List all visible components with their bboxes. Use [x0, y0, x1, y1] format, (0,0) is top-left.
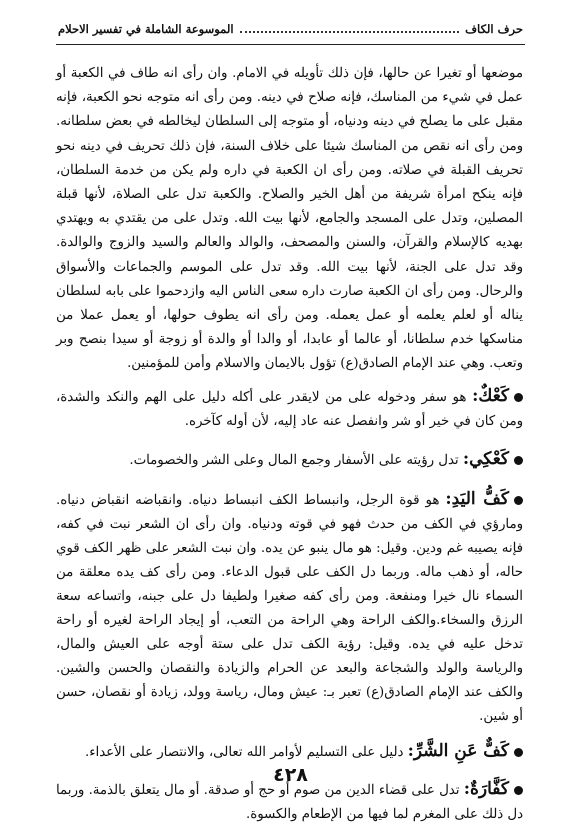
entry-text: هو سفر ودخوله على من لايقدر على أكله دليل على الهم والنكد والشدة، ومن كان في خير أو شر وانفصل عنه عاد إليه، لأن أوله كآخره. [56, 389, 523, 429]
intro-paragraph: موضعها أو تغيرا عن حالها، فإن ذلك تأويله في الامام. وان رأى انه طاف في الكعبة أو عمل في شيء من المناسك، فإنه صلاح في دينه. ومن رأى انه متوجه نحو الكعبة، فإنه مقبل على ما يصلح في دينه ودنياه، أو متوجه إلى السلطان ليخالطه في بعض سلطانه. ومن رأى انه نقص من المناسك شيئا على خلاف السنة، فإن ذلك تحريف في دينه نحو تحريف القبلة في صلاته. ومن رأى ان الكعبة في داره ولم يكن من خدمة السلطان، فإنه ينكح امرأة شريفة من أهل الخير والصلاح. والكعبة تدل على الصلاة، لأنها قبلة المصلين، وتدل على المسجد والجامع، لأنها بيت الله. وتدل على من يقتدي به ويهتدي بهديه كالإسلام والقرآن، والسنن والمصحف، والوالد والعالم والسيد والزوج والوالدة. وقد تدل على الجنة، لأنها بيت الله. وقد تدل على الموسم والجماعات والأسواق والرحال. ومن رأى ان الكعبة صارت داره سعى الناس اليه وازدحموا على بابه لسلطان يناله أو لعلم يعلمه أو عمل يعمله. ومن رأى انه يطوف حولها، أو يعمل عملا من مناسكها خدم سلطانا، أو عالما أو عابدا، أو والدا أو والدة أو زوجة أو سيدا بنصح وبر وتعب. وهي عند الإمام الصادق(ع) تؤول بالايمان والاسلام وأمن للمؤمنين. [56, 66, 523, 372]
header-section: حرف الكاف [465, 22, 523, 36]
entry-term: كَعْكِي: [462, 448, 509, 469]
entry-text: هو قوة الرجل، وانبساط الكف انبساط دنياه. وانقباضه انقباض دنياه. ومارؤي في الكف من حدث فهو في قوته ودنياه. وان رأى ان الشعر نبت في كفه، فإنه يصيبه غم ودين. وقيل: هو مال ينبو عن يده. وان نبت الشعر على ظهر الكف قوي حاله، أو ذهب ماله. وربما دل الكف على قبول الدعاء. ومن رأى كف يده معلقة من السماء نال خيرا ومنفعة. ومن رأى كفه صغيرا ولطيفا دل على جبنه، واتساعه سعة الرزق والسخاء.والكف الراحة وهي الراحة من التعب، أو إيجاد الراحة لغيره أو راحة تدخل عليه في يده. وقيل: رؤية الكف تدل على ستة أوجه على العيش والمال، والرياسة والولد والشجاعة والبعد عن الحرام والزيادة والنقصان والحسن والشين. والكف عند الإمام الصادق(ع) تعبر بـ: عيش ومال، رياسة وولد، زيادة أو نقصان، حسن أو شين. [56, 492, 523, 724]
entry-term: كَعْكٌ: [472, 385, 510, 406]
entry-term: كَفُّ اليَدِ: [445, 488, 509, 509]
page-body [56, 62, 523, 827]
dictionary-entry [56, 447, 523, 473]
bullet-icon [514, 393, 523, 402]
running-header [58, 20, 523, 36]
bullet-icon [514, 456, 523, 465]
header-leader-dots [240, 31, 460, 33]
bullet-icon [514, 786, 523, 795]
page-number: ٤٢٨ [273, 764, 308, 786]
entry-text: دليل على التسليم لأوامر الله تعالى، والانتصار على الأعداء. [85, 744, 404, 760]
entry-term: كَفٌّ عَنِ الشَّرِّ: [407, 740, 509, 761]
entry-term: كَفَّارَةٌ: [463, 778, 509, 799]
entry-text: تدل على قضاء الدين من صوم أو حج أو صدقة. أو مال يتعلق بالذمة. وربما دل ذلك على المغرم لما فيها من الإطعام والكسوة. [56, 782, 523, 822]
header-book-title: الموسوعة الشاملة في تفسير الاحلام [58, 22, 234, 36]
dictionary-entry [56, 384, 523, 434]
bullet-icon [514, 496, 523, 505]
bullet-icon [514, 748, 523, 757]
entry-text: تدل رؤيته على الأسفار وجمع المال وعلى الشر والخصومات. [129, 452, 459, 468]
dictionary-entry [56, 739, 523, 765]
header-divider [56, 44, 525, 45]
dictionary-entry [56, 487, 523, 729]
